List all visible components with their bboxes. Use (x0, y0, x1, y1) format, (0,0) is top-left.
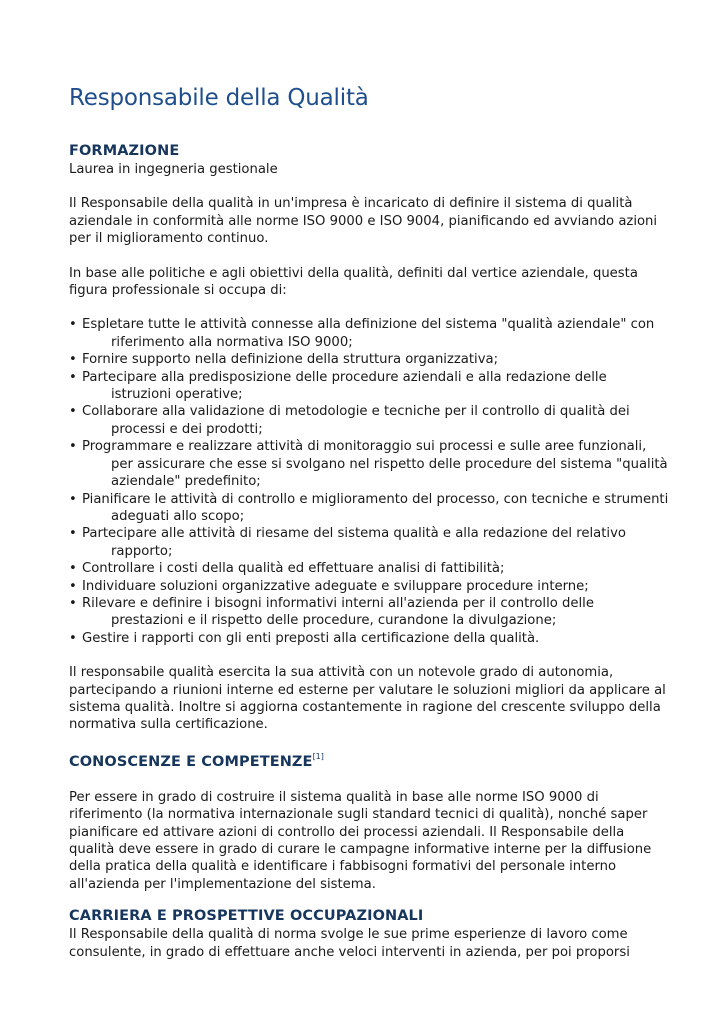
section-heading-formazione: FORMAZIONE (69, 143, 180, 159)
list-item: • Collaborare alla validazione di metodologie e tecniche per il controllo di qualità dei processi e dei prodotti; (69, 404, 630, 437)
page-title: Responsabile della Qualità (69, 85, 369, 111)
list-item: • Individuare soluzioni organizzative adeguate e sviluppare procedure interne; (69, 578, 589, 594)
list-item: • Controllare i costi della qualità ed effettuare analisi di fattibilità; (69, 561, 505, 577)
bullet-icon: • (69, 439, 77, 455)
section-heading-conoscenze: CONOSCENZE E COMPETENZE[1] (69, 751, 324, 770)
footnote-link[interactable]: [1] (312, 751, 324, 761)
bullet-icon: • (69, 404, 77, 420)
duties-intro: In base alle politiche e agli obiettivi della qualità, definiti dal vertice aziendale, questa figura professionale si occupa di: (69, 265, 638, 299)
intro-paragraph: Il Responsabile della qualità in un'impresa è incaricato di definire il sistema di qualità aziendale in conformità alle norme ISO 9000 e ISO 9004, pianificando ed avviando azioni per il miglioramento continuo. (69, 196, 658, 247)
bullet-icon: • (69, 630, 77, 646)
section-heading-carriera: CARRIERA E PROSPETTIVE OCCUPAZIONALI (69, 908, 424, 925)
bullet-icon: • (69, 369, 77, 385)
bullet-icon: • (69, 352, 77, 368)
list-item: • Rilevare e definire i bisogni informativi interni all'azienda per il controllo delle prestazioni e il rispetto delle procedure, curandone la divulgazione; (69, 595, 594, 629)
bullet-icon: • (69, 595, 77, 611)
conoscenze-paragraph: Per essere in grado di costruire il sistema qualità in base alle norme ISO 9000 di riferimento (la normativa internazionale sugli standard tecnici di qualità), nonché saper pianificare ed attivare azioni di controllo dei processi aziendali. Il Responsabile della qualità deve essere in grado di curare le campagne informative interne per la diffusione della pratica della qualità e identificare i fabbisogni formativi del personale interno all'azienda per l'implementazione del sistema. (69, 789, 652, 892)
list-item: • Partecipare alla predisposizione delle procedure aziendali e alla redazione delle istruzioni operative; (69, 369, 607, 403)
list-item: • Partecipare alle attività di riesame del sistema qualità e alla redazione del relativo rapporto; (69, 526, 626, 559)
bullet-icon: • (69, 491, 77, 507)
list-item: • Pianificare le attività di controllo e miglioramento del processo, con tecniche e strumenti adeguati allo scopo; (69, 491, 669, 524)
duties-list (69, 316, 669, 647)
bullet-icon: • (69, 578, 77, 594)
document-page (69, 82, 669, 961)
list-item: • Fornire supporto nella definizione della struttura organizzativa; (69, 352, 499, 368)
list-item: • Espletare tutte le attività connesse alla definizione del sistema "qualità aziendale" con riferimento alla normativa ISO 9000; (69, 317, 655, 350)
bullet-icon: • (69, 317, 77, 333)
formazione-degree: Laurea in ingegneria gestionale (69, 162, 278, 177)
list-item: • Gestire i rapporti con gli enti preposti alla certificazione della qualità. (69, 630, 540, 646)
list-item: • Programmare e realizzare attività di monitoraggio sui processi e sulle aree funzionali, per assicurare che esse si svolgano nel rispetto delle procedure del sistema "qualità aziendale" predefinito; (69, 439, 668, 490)
autonomy-paragraph: Il responsabile qualità esercita la sua attività con un notevole grado di autonomia, partecipando a riunioni interne ed esterne per valutare le soluzioni migliori da applicare al sistema qualità. Inoltre si aggiorna costantemente in ragione del crescente sviluppo della normativa sulla certificazione. (69, 665, 666, 733)
bullet-icon: • (69, 526, 77, 542)
carriera-paragraph: Il Responsabile della qualità di norma svolge le sue prime esperienze di lavoro come consulente, in grado di effettuare anche veloci interventi in azienda, per poi proporsi (69, 927, 630, 960)
bullet-icon: • (69, 561, 77, 577)
